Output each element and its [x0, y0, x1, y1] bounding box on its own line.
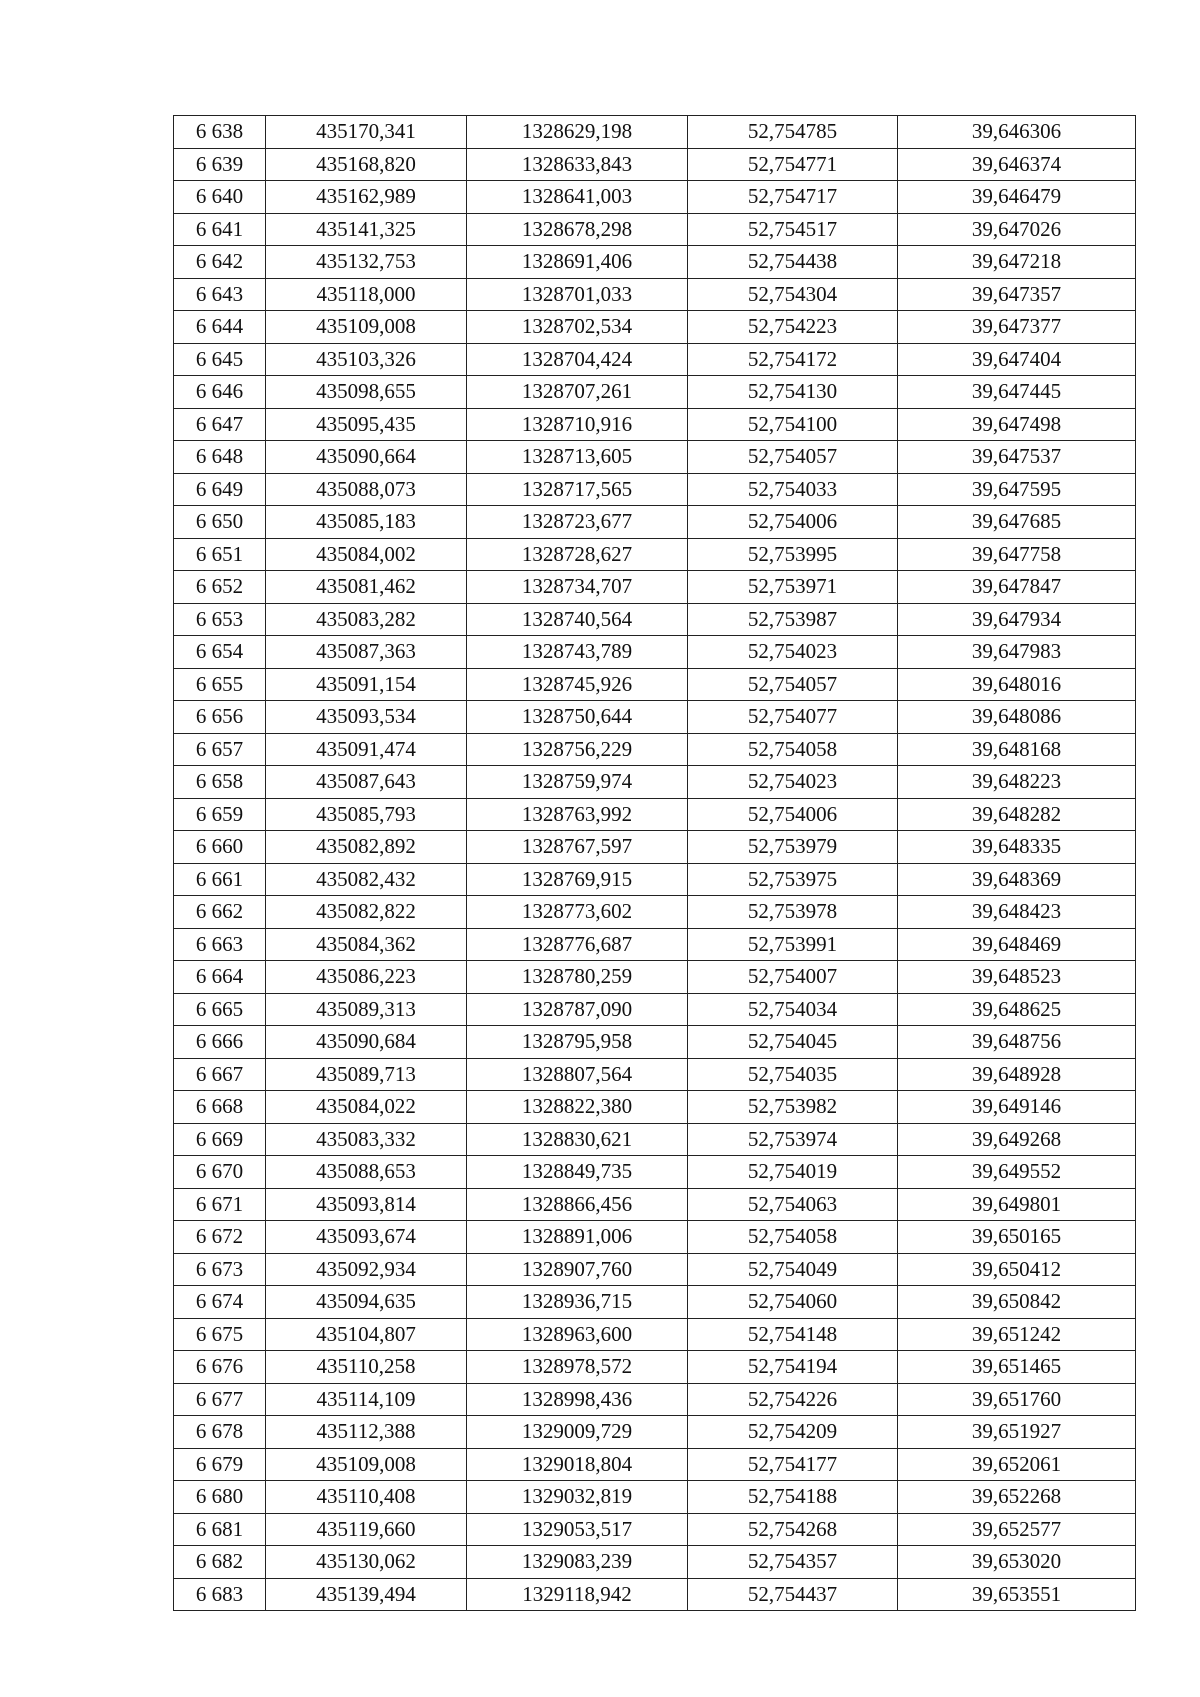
longitude-cell: 39,648625: [898, 993, 1136, 1026]
latitude-cell: 52,754057: [688, 668, 898, 701]
y-coordinate-cell: 1328745,926: [467, 668, 688, 701]
latitude-cell: 52,754045: [688, 1026, 898, 1059]
y-coordinate-cell: 1328759,974: [467, 766, 688, 799]
x-coordinate-cell: 435162,989: [266, 181, 467, 214]
point-number-cell: 6 668: [174, 1091, 266, 1124]
longitude-cell: 39,647445: [898, 376, 1136, 409]
longitude-cell: 39,652268: [898, 1481, 1136, 1514]
longitude-cell: 39,651927: [898, 1416, 1136, 1449]
table-row: [174, 1026, 1136, 1059]
x-coordinate-cell: 435104,807: [266, 1318, 467, 1351]
longitude-cell: 39,647758: [898, 538, 1136, 571]
x-coordinate-cell: 435141,325: [266, 213, 467, 246]
table-row: [174, 441, 1136, 474]
x-coordinate-cell: 435087,363: [266, 636, 467, 669]
latitude-cell: 52,754188: [688, 1481, 898, 1514]
longitude-cell: 39,648756: [898, 1026, 1136, 1059]
latitude-cell: 52,754194: [688, 1351, 898, 1384]
y-coordinate-cell: 1329083,239: [467, 1546, 688, 1579]
latitude-cell: 52,754034: [688, 993, 898, 1026]
latitude-cell: 52,754100: [688, 408, 898, 441]
y-coordinate-cell: 1328795,958: [467, 1026, 688, 1059]
x-coordinate-cell: 435110,258: [266, 1351, 467, 1384]
point-number-cell: 6 644: [174, 311, 266, 344]
latitude-cell: 52,754304: [688, 278, 898, 311]
table-row: [174, 343, 1136, 376]
x-coordinate-cell: 435094,635: [266, 1286, 467, 1319]
point-number-cell: 6 649: [174, 473, 266, 506]
point-number-cell: 6 676: [174, 1351, 266, 1384]
point-number-cell: 6 670: [174, 1156, 266, 1189]
longitude-cell: 39,647498: [898, 408, 1136, 441]
x-coordinate-cell: 435119,660: [266, 1513, 467, 1546]
table-row: [174, 1448, 1136, 1481]
point-number-cell: 6 682: [174, 1546, 266, 1579]
point-number-cell: 6 657: [174, 733, 266, 766]
table-row: [174, 148, 1136, 181]
point-number-cell: 6 683: [174, 1578, 266, 1611]
y-coordinate-cell: 1329018,804: [467, 1448, 688, 1481]
table-row: [174, 1481, 1136, 1514]
x-coordinate-cell: 435084,362: [266, 928, 467, 961]
longitude-cell: 39,646479: [898, 181, 1136, 214]
longitude-cell: 39,648086: [898, 701, 1136, 734]
latitude-cell: 52,754033: [688, 473, 898, 506]
latitude-cell: 52,754057: [688, 441, 898, 474]
y-coordinate-cell: 1328891,006: [467, 1221, 688, 1254]
table-row: [174, 961, 1136, 994]
table-row: [174, 668, 1136, 701]
latitude-cell: 52,754023: [688, 636, 898, 669]
y-coordinate-cell: 1328691,406: [467, 246, 688, 279]
longitude-cell: 39,648423: [898, 896, 1136, 929]
table-row: [174, 1383, 1136, 1416]
x-coordinate-cell: 435109,008: [266, 311, 467, 344]
latitude-cell: 52,753995: [688, 538, 898, 571]
table-row: [174, 1416, 1136, 1449]
latitude-cell: 52,754077: [688, 701, 898, 734]
y-coordinate-cell: 1328710,916: [467, 408, 688, 441]
y-coordinate-cell: 1328750,644: [467, 701, 688, 734]
y-coordinate-cell: 1328717,565: [467, 473, 688, 506]
longitude-cell: 39,649268: [898, 1123, 1136, 1156]
longitude-cell: 39,649146: [898, 1091, 1136, 1124]
y-coordinate-cell: 1328936,715: [467, 1286, 688, 1319]
longitude-cell: 39,648928: [898, 1058, 1136, 1091]
table-row: [174, 506, 1136, 539]
longitude-cell: 39,649801: [898, 1188, 1136, 1221]
point-number-cell: 6 667: [174, 1058, 266, 1091]
longitude-cell: 39,651760: [898, 1383, 1136, 1416]
y-coordinate-cell: 1328998,436: [467, 1383, 688, 1416]
longitude-cell: 39,648523: [898, 961, 1136, 994]
table-row: [174, 181, 1136, 214]
point-number-cell: 6 655: [174, 668, 266, 701]
x-coordinate-cell: 435170,341: [266, 116, 467, 149]
table-row: [174, 1221, 1136, 1254]
table-row: [174, 1286, 1136, 1319]
latitude-cell: 52,754357: [688, 1546, 898, 1579]
latitude-cell: 52,754437: [688, 1578, 898, 1611]
latitude-cell: 52,754023: [688, 766, 898, 799]
y-coordinate-cell: 1328756,229: [467, 733, 688, 766]
longitude-cell: 39,647026: [898, 213, 1136, 246]
y-coordinate-cell: 1328787,090: [467, 993, 688, 1026]
latitude-cell: 52,753979: [688, 831, 898, 864]
latitude-cell: 52,754058: [688, 733, 898, 766]
y-coordinate-cell: 1328866,456: [467, 1188, 688, 1221]
table-row: [174, 376, 1136, 409]
y-coordinate-cell: 1328701,033: [467, 278, 688, 311]
longitude-cell: 39,646306: [898, 116, 1136, 149]
x-coordinate-cell: 435089,313: [266, 993, 467, 1026]
x-coordinate-cell: 435109,008: [266, 1448, 467, 1481]
point-number-cell: 6 659: [174, 798, 266, 831]
x-coordinate-cell: 435112,388: [266, 1416, 467, 1449]
longitude-cell: 39,648469: [898, 928, 1136, 961]
latitude-cell: 52,753974: [688, 1123, 898, 1156]
point-number-cell: 6 672: [174, 1221, 266, 1254]
latitude-cell: 52,754049: [688, 1253, 898, 1286]
table-row: [174, 1546, 1136, 1579]
longitude-cell: 39,652061: [898, 1448, 1136, 1481]
point-number-cell: 6 654: [174, 636, 266, 669]
latitude-cell: 52,753971: [688, 571, 898, 604]
table-row: [174, 571, 1136, 604]
table-row: [174, 1156, 1136, 1189]
y-coordinate-cell: 1328734,707: [467, 571, 688, 604]
y-coordinate-cell: 1328713,605: [467, 441, 688, 474]
latitude-cell: 52,754223: [688, 311, 898, 344]
latitude-cell: 52,754058: [688, 1221, 898, 1254]
y-coordinate-cell: 1329053,517: [467, 1513, 688, 1546]
point-number-cell: 6 677: [174, 1383, 266, 1416]
longitude-cell: 39,647357: [898, 278, 1136, 311]
y-coordinate-cell: 1329009,729: [467, 1416, 688, 1449]
table-row: [174, 603, 1136, 636]
table-row: [174, 1253, 1136, 1286]
y-coordinate-cell: 1328776,687: [467, 928, 688, 961]
x-coordinate-cell: 435110,408: [266, 1481, 467, 1514]
table-row: [174, 1513, 1136, 1546]
point-number-cell: 6 660: [174, 831, 266, 864]
longitude-cell: 39,648223: [898, 766, 1136, 799]
x-coordinate-cell: 435132,753: [266, 246, 467, 279]
longitude-cell: 39,650165: [898, 1221, 1136, 1254]
point-number-cell: 6 656: [174, 701, 266, 734]
point-number-cell: 6 674: [174, 1286, 266, 1319]
latitude-cell: 52,754771: [688, 148, 898, 181]
y-coordinate-cell: 1329118,942: [467, 1578, 688, 1611]
coordinates-table: [173, 115, 1136, 1611]
x-coordinate-cell: 435083,332: [266, 1123, 467, 1156]
point-number-cell: 6 671: [174, 1188, 266, 1221]
x-coordinate-cell: 435082,822: [266, 896, 467, 929]
table-row: [174, 993, 1136, 1026]
x-coordinate-cell: 435088,073: [266, 473, 467, 506]
point-number-cell: 6 646: [174, 376, 266, 409]
x-coordinate-cell: 435091,474: [266, 733, 467, 766]
y-coordinate-cell: 1328780,259: [467, 961, 688, 994]
longitude-cell: 39,651242: [898, 1318, 1136, 1351]
table-row: [174, 1058, 1136, 1091]
latitude-cell: 52,753978: [688, 896, 898, 929]
longitude-cell: 39,647537: [898, 441, 1136, 474]
y-coordinate-cell: 1328978,572: [467, 1351, 688, 1384]
latitude-cell: 52,754035: [688, 1058, 898, 1091]
table-row: [174, 278, 1136, 311]
longitude-cell: 39,648335: [898, 831, 1136, 864]
table-row: [174, 311, 1136, 344]
point-number-cell: 6 669: [174, 1123, 266, 1156]
longitude-cell: 39,653551: [898, 1578, 1136, 1611]
point-number-cell: 6 663: [174, 928, 266, 961]
latitude-cell: 52,754209: [688, 1416, 898, 1449]
latitude-cell: 52,754517: [688, 213, 898, 246]
point-number-cell: 6 641: [174, 213, 266, 246]
latitude-cell: 52,754226: [688, 1383, 898, 1416]
latitude-cell: 52,754148: [688, 1318, 898, 1351]
latitude-cell: 52,753991: [688, 928, 898, 961]
table-row: [174, 798, 1136, 831]
y-coordinate-cell: 1328907,760: [467, 1253, 688, 1286]
y-coordinate-cell: 1328633,843: [467, 148, 688, 181]
table-row: [174, 473, 1136, 506]
point-number-cell: 6 653: [174, 603, 266, 636]
point-number-cell: 6 665: [174, 993, 266, 1026]
table-row: [174, 1578, 1136, 1611]
point-number-cell: 6 651: [174, 538, 266, 571]
point-number-cell: 6 643: [174, 278, 266, 311]
y-coordinate-cell: 1328773,602: [467, 896, 688, 929]
y-coordinate-cell: 1328769,915: [467, 863, 688, 896]
x-coordinate-cell: 435084,022: [266, 1091, 467, 1124]
x-coordinate-cell: 435139,494: [266, 1578, 467, 1611]
longitude-cell: 39,647847: [898, 571, 1136, 604]
y-coordinate-cell: 1328849,735: [467, 1156, 688, 1189]
point-number-cell: 6 647: [174, 408, 266, 441]
x-coordinate-cell: 435086,223: [266, 961, 467, 994]
x-coordinate-cell: 435091,154: [266, 668, 467, 701]
y-coordinate-cell: 1328704,424: [467, 343, 688, 376]
y-coordinate-cell: 1328740,564: [467, 603, 688, 636]
table-row: [174, 831, 1136, 864]
table-row: [174, 1123, 1136, 1156]
coordinates-table-body: [174, 116, 1136, 1611]
point-number-cell: 6 650: [174, 506, 266, 539]
point-number-cell: 6 648: [174, 441, 266, 474]
longitude-cell: 39,648016: [898, 668, 1136, 701]
point-number-cell: 6 642: [174, 246, 266, 279]
table-row: [174, 1318, 1136, 1351]
table-row: [174, 733, 1136, 766]
y-coordinate-cell: 1328707,261: [467, 376, 688, 409]
table-row: [174, 408, 1136, 441]
x-coordinate-cell: 435114,109: [266, 1383, 467, 1416]
x-coordinate-cell: 435093,534: [266, 701, 467, 734]
x-coordinate-cell: 435082,892: [266, 831, 467, 864]
longitude-cell: 39,646374: [898, 148, 1136, 181]
y-coordinate-cell: 1328743,789: [467, 636, 688, 669]
x-coordinate-cell: 435085,793: [266, 798, 467, 831]
point-number-cell: 6 662: [174, 896, 266, 929]
table-row: [174, 116, 1136, 149]
point-number-cell: 6 645: [174, 343, 266, 376]
y-coordinate-cell: 1328641,003: [467, 181, 688, 214]
x-coordinate-cell: 435081,462: [266, 571, 467, 604]
table-row: [174, 928, 1136, 961]
longitude-cell: 39,647595: [898, 473, 1136, 506]
point-number-cell: 6 664: [174, 961, 266, 994]
x-coordinate-cell: 435095,435: [266, 408, 467, 441]
x-coordinate-cell: 435084,002: [266, 538, 467, 571]
table-row: [174, 246, 1136, 279]
point-number-cell: 6 640: [174, 181, 266, 214]
point-number-cell: 6 673: [174, 1253, 266, 1286]
latitude-cell: 52,753975: [688, 863, 898, 896]
x-coordinate-cell: 435089,713: [266, 1058, 467, 1091]
point-number-cell: 6 678: [174, 1416, 266, 1449]
longitude-cell: 39,650842: [898, 1286, 1136, 1319]
x-coordinate-cell: 435130,062: [266, 1546, 467, 1579]
latitude-cell: 52,754019: [688, 1156, 898, 1189]
x-coordinate-cell: 435103,326: [266, 343, 467, 376]
table-row: [174, 636, 1136, 669]
longitude-cell: 39,648369: [898, 863, 1136, 896]
table-row: [174, 1351, 1136, 1384]
table-row: [174, 896, 1136, 929]
latitude-cell: 52,754177: [688, 1448, 898, 1481]
latitude-cell: 52,754438: [688, 246, 898, 279]
longitude-cell: 39,651465: [898, 1351, 1136, 1384]
x-coordinate-cell: 435168,820: [266, 148, 467, 181]
latitude-cell: 52,754130: [688, 376, 898, 409]
y-coordinate-cell: 1328822,380: [467, 1091, 688, 1124]
latitude-cell: 52,754172: [688, 343, 898, 376]
point-number-cell: 6 661: [174, 863, 266, 896]
x-coordinate-cell: 435090,664: [266, 441, 467, 474]
y-coordinate-cell: 1328763,992: [467, 798, 688, 831]
table-row: [174, 1188, 1136, 1221]
x-coordinate-cell: 435092,934: [266, 1253, 467, 1286]
x-coordinate-cell: 435087,643: [266, 766, 467, 799]
latitude-cell: 52,754785: [688, 116, 898, 149]
longitude-cell: 39,648282: [898, 798, 1136, 831]
latitude-cell: 52,754268: [688, 1513, 898, 1546]
point-number-cell: 6 675: [174, 1318, 266, 1351]
point-number-cell: 6 679: [174, 1448, 266, 1481]
point-number-cell: 6 681: [174, 1513, 266, 1546]
latitude-cell: 52,754006: [688, 798, 898, 831]
x-coordinate-cell: 435083,282: [266, 603, 467, 636]
y-coordinate-cell: 1328963,600: [467, 1318, 688, 1351]
point-number-cell: 6 658: [174, 766, 266, 799]
y-coordinate-cell: 1328807,564: [467, 1058, 688, 1091]
x-coordinate-cell: 435088,653: [266, 1156, 467, 1189]
latitude-cell: 52,753987: [688, 603, 898, 636]
latitude-cell: 52,753982: [688, 1091, 898, 1124]
x-coordinate-cell: 435082,432: [266, 863, 467, 896]
longitude-cell: 39,647404: [898, 343, 1136, 376]
table-row: [174, 1091, 1136, 1124]
y-coordinate-cell: 1328767,597: [467, 831, 688, 864]
table-row: [174, 766, 1136, 799]
y-coordinate-cell: 1328723,677: [467, 506, 688, 539]
longitude-cell: 39,648168: [898, 733, 1136, 766]
table-row: [174, 213, 1136, 246]
y-coordinate-cell: 1328629,198: [467, 116, 688, 149]
y-coordinate-cell: 1328830,621: [467, 1123, 688, 1156]
latitude-cell: 52,754063: [688, 1188, 898, 1221]
x-coordinate-cell: 435093,674: [266, 1221, 467, 1254]
longitude-cell: 39,649552: [898, 1156, 1136, 1189]
longitude-cell: 39,653020: [898, 1546, 1136, 1579]
x-coordinate-cell: 435118,000: [266, 278, 467, 311]
x-coordinate-cell: 435093,814: [266, 1188, 467, 1221]
x-coordinate-cell: 435098,655: [266, 376, 467, 409]
y-coordinate-cell: 1328728,627: [467, 538, 688, 571]
longitude-cell: 39,647218: [898, 246, 1136, 279]
latitude-cell: 52,754060: [688, 1286, 898, 1319]
y-coordinate-cell: 1329032,819: [467, 1481, 688, 1514]
longitude-cell: 39,647934: [898, 603, 1136, 636]
point-number-cell: 6 680: [174, 1481, 266, 1514]
point-number-cell: 6 638: [174, 116, 266, 149]
latitude-cell: 52,754007: [688, 961, 898, 994]
table-row: [174, 538, 1136, 571]
point-number-cell: 6 666: [174, 1026, 266, 1059]
longitude-cell: 39,652577: [898, 1513, 1136, 1546]
x-coordinate-cell: 435085,183: [266, 506, 467, 539]
x-coordinate-cell: 435090,684: [266, 1026, 467, 1059]
longitude-cell: 39,647983: [898, 636, 1136, 669]
longitude-cell: 39,650412: [898, 1253, 1136, 1286]
y-coordinate-cell: 1328678,298: [467, 213, 688, 246]
latitude-cell: 52,754717: [688, 181, 898, 214]
y-coordinate-cell: 1328702,534: [467, 311, 688, 344]
latitude-cell: 52,754006: [688, 506, 898, 539]
longitude-cell: 39,647685: [898, 506, 1136, 539]
longitude-cell: 39,647377: [898, 311, 1136, 344]
point-number-cell: 6 652: [174, 571, 266, 604]
table-row: [174, 701, 1136, 734]
point-number-cell: 6 639: [174, 148, 266, 181]
table-row: [174, 863, 1136, 896]
